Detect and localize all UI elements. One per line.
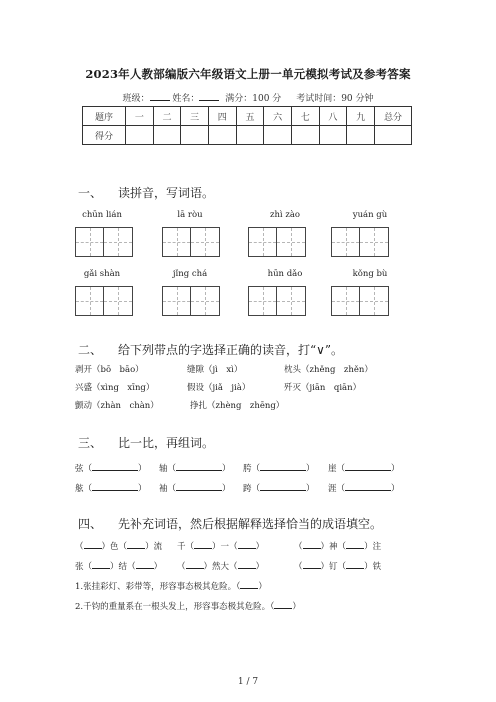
answer-blank[interactable] bbox=[176, 462, 222, 471]
word-group-item[interactable]: 涯（ ） bbox=[328, 484, 400, 494]
score-header-cell: 题序 bbox=[83, 107, 126, 126]
character: 崖 bbox=[328, 464, 337, 474]
writing-grid[interactable] bbox=[248, 286, 306, 316]
answer-blank[interactable] bbox=[345, 482, 391, 491]
section-number: 一、 bbox=[78, 186, 103, 200]
answer-blank[interactable] bbox=[176, 482, 222, 491]
score-header-cell: 一 bbox=[126, 107, 154, 126]
answer-blank[interactable] bbox=[92, 462, 138, 471]
pinyin-label: yuán gù bbox=[352, 210, 388, 220]
score-header-cell: 九 bbox=[347, 107, 375, 126]
section-number: 二、 bbox=[78, 343, 103, 357]
full-score: 满分：100 分 bbox=[225, 94, 282, 104]
character: 袖 bbox=[159, 484, 168, 494]
character: 胯 bbox=[243, 464, 252, 474]
score-header-cell: 四 bbox=[208, 107, 236, 126]
idiom-blank[interactable] bbox=[238, 560, 256, 569]
score-value-row bbox=[83, 126, 412, 145]
idiom-char: 神 bbox=[329, 542, 338, 552]
section-4-heading bbox=[78, 515, 382, 532]
idiom-fill[interactable]: （ ）色（ ）流 bbox=[75, 542, 163, 552]
reading-choice[interactable]: 剥开（bō bāo） bbox=[75, 365, 144, 375]
score-header-cell: 二 bbox=[153, 107, 181, 126]
score-cell[interactable] bbox=[236, 126, 264, 145]
class-label: 班级： bbox=[122, 94, 150, 104]
score-header-cell: 五 bbox=[236, 107, 264, 126]
answer-blank[interactable] bbox=[260, 462, 306, 471]
score-header-cell: 六 bbox=[264, 107, 292, 126]
writing-grid[interactable] bbox=[331, 286, 389, 316]
word-group-item[interactable]: 轴（ ） bbox=[159, 464, 231, 474]
exam-info bbox=[0, 91, 496, 104]
section-number: 三、 bbox=[78, 436, 103, 450]
idiom-fill[interactable]: 千（ ）一（ ） bbox=[177, 542, 265, 552]
section-title: 给下列带点的字选择正确的读音，打“∨”。 bbox=[118, 343, 344, 357]
score-header-cell: 八 bbox=[319, 107, 347, 126]
answer-blank[interactable] bbox=[260, 482, 306, 491]
idiom-blank[interactable] bbox=[186, 560, 204, 569]
question-text: 2.千钧的重量系在一根头发上，形容事态极其危险。（ bbox=[75, 602, 275, 612]
page-number: 1 / 7 bbox=[237, 677, 259, 687]
idiom-char: 张 bbox=[75, 562, 84, 572]
score-header-cell: 七 bbox=[291, 107, 319, 126]
idiom-char: 千 bbox=[177, 542, 186, 552]
idiom-blank[interactable] bbox=[346, 540, 364, 549]
writing-grid[interactable] bbox=[248, 227, 306, 257]
idiom-fill[interactable]: 张（ ）结（ ） bbox=[75, 562, 163, 572]
word-group-item[interactable]: 跨（ ） bbox=[243, 484, 315, 494]
idiom-answer-blank[interactable] bbox=[240, 580, 258, 589]
section-number: 四、 bbox=[78, 517, 103, 531]
idiom-char: 流 bbox=[153, 542, 163, 552]
idiom-blank[interactable] bbox=[346, 560, 364, 569]
idiom-char: 铁 bbox=[372, 562, 382, 572]
writing-grid[interactable] bbox=[162, 227, 220, 257]
answer-blank[interactable] bbox=[92, 482, 138, 491]
character: 跨 bbox=[243, 484, 252, 494]
score-table bbox=[82, 106, 412, 145]
writing-grid[interactable] bbox=[331, 227, 389, 257]
idiom-blank[interactable] bbox=[136, 560, 154, 569]
score-cell[interactable] bbox=[181, 126, 209, 145]
score-cell[interactable] bbox=[264, 126, 292, 145]
idiom-blank[interactable] bbox=[92, 560, 110, 569]
score-cell[interactable] bbox=[291, 126, 319, 145]
word-group-item[interactable]: 胯（ ） bbox=[243, 464, 315, 474]
idiom-blank[interactable] bbox=[127, 540, 145, 549]
character: 弦 bbox=[75, 464, 84, 474]
reading-choice[interactable]: 缝隙（jì xì） bbox=[187, 365, 243, 375]
idiom-blank[interactable] bbox=[303, 540, 321, 549]
section-title: 先补充词语，然后根据解释选择恰当的成语填空。 bbox=[118, 517, 383, 531]
section-1-heading bbox=[78, 184, 214, 201]
score-header-row bbox=[83, 107, 412, 126]
exam-time: 考试时间：90 分钟 bbox=[296, 94, 374, 104]
idiom-question-1 bbox=[75, 580, 267, 592]
reading-choice[interactable]: 挣扎（zhèng zhēng） bbox=[190, 401, 285, 411]
pinyin-label: chūn lián bbox=[82, 210, 122, 220]
idiom-char: 钉 bbox=[329, 562, 338, 572]
pinyin-label: hūn dǎo bbox=[267, 269, 303, 279]
idiom-fill[interactable]: （ ）神（ ）注 bbox=[294, 542, 382, 552]
character: 涯 bbox=[328, 484, 337, 494]
pinyin-label: kǒng bù bbox=[352, 269, 388, 279]
score-cell[interactable] bbox=[319, 126, 347, 145]
section-3-heading bbox=[78, 434, 214, 451]
score-cell[interactable] bbox=[153, 126, 181, 145]
score-header-cell: 三 bbox=[181, 107, 209, 126]
word-group-item[interactable]: 袖（ ） bbox=[159, 484, 231, 494]
idiom-question-2 bbox=[75, 600, 301, 612]
idiom-char: 注 bbox=[372, 542, 382, 552]
writing-grid[interactable] bbox=[162, 286, 220, 316]
idiom-fill[interactable]: （ ）钉（ ）铁 bbox=[294, 562, 382, 572]
question-close: ） bbox=[292, 602, 301, 612]
section-title: 比一比，再组词。 bbox=[118, 436, 215, 450]
idiom-fill[interactable]: （ ）然大（ ） bbox=[177, 562, 265, 572]
score-cell[interactable] bbox=[347, 126, 375, 145]
reading-choice[interactable]: 颤动（zhàn chàn） bbox=[75, 401, 159, 411]
score-cell[interactable] bbox=[208, 126, 236, 145]
writing-grid[interactable] bbox=[75, 227, 133, 257]
word-group-item[interactable]: 弦（ ） bbox=[75, 464, 147, 474]
idiom-blank[interactable] bbox=[238, 540, 256, 549]
score-row-label: 得分 bbox=[83, 126, 126, 145]
idiom-blank[interactable] bbox=[194, 540, 212, 549]
character: 舷 bbox=[75, 484, 84, 494]
idiom-blank[interactable] bbox=[303, 560, 321, 569]
section-title: 读拼音，写词语。 bbox=[118, 186, 215, 200]
name-blank bbox=[199, 91, 219, 101]
reading-choice[interactable]: 假设（jiǎ jià） bbox=[187, 383, 251, 393]
question-text: 1.张挂彩灯、彩带等，形容事态极其危险。（ bbox=[75, 582, 241, 592]
name-label: 姓名： bbox=[172, 94, 200, 104]
score-header-cell: 总分 bbox=[375, 107, 412, 126]
section-2-heading bbox=[78, 341, 343, 358]
page-title: 2023年人教部编版六年级语文上册一单元模拟考试及参考答案 bbox=[85, 67, 411, 81]
idiom-char: 结 bbox=[118, 562, 128, 572]
score-cell[interactable] bbox=[375, 126, 412, 145]
idiom-answer-blank[interactable] bbox=[274, 600, 292, 609]
idiom-char: 一 bbox=[220, 542, 230, 552]
writing-grid[interactable] bbox=[75, 286, 133, 316]
reading-choice[interactable]: 枕头（zhěng zhěn） bbox=[284, 365, 373, 375]
class-blank bbox=[150, 91, 170, 101]
answer-blank[interactable] bbox=[345, 462, 391, 471]
idiom-blank[interactable] bbox=[84, 540, 102, 549]
idiom-char: 然大 bbox=[212, 562, 230, 572]
pinyin-label: gǎi shàn bbox=[83, 269, 121, 279]
pinyin-label: jǐng chá bbox=[172, 269, 208, 279]
word-group-item[interactable]: 崖（ ） bbox=[328, 464, 400, 474]
idiom-char: 色 bbox=[110, 542, 119, 552]
score-cell[interactable] bbox=[126, 126, 154, 145]
reading-choice[interactable]: 兴盛（xìng xīng） bbox=[75, 383, 155, 393]
pinyin-label: lā ròu bbox=[177, 210, 203, 220]
reading-choice[interactable]: 歼灭（jiān qiān） bbox=[284, 383, 362, 393]
character: 轴 bbox=[159, 464, 168, 474]
word-group-item[interactable]: 舷（ ） bbox=[75, 484, 147, 494]
question-close: ） bbox=[258, 582, 267, 592]
pinyin-label: zhì zào bbox=[269, 210, 301, 220]
